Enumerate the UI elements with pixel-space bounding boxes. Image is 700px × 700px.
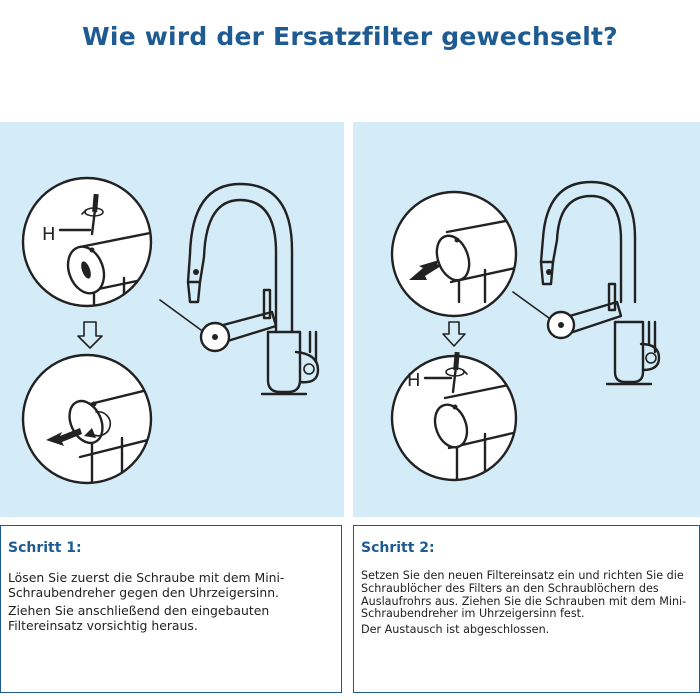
zoom-circle-tighten-screw [392, 352, 543, 482]
step1-line-1: Lösen Sie zuerst die Schraube mit dem Mini-Schraubendreher gegen den Uhrzeigersinn. [8, 570, 285, 600]
step2-illustration-panel [353, 122, 700, 517]
down-arrow-icon [78, 322, 102, 348]
down-arrow-icon [443, 322, 465, 346]
page-title: Wie wird der Ersatzfilter gewechselt? [82, 22, 618, 51]
screw-marker-label-2: H [407, 370, 421, 391]
step1-box [0, 525, 342, 693]
step2-heading: Schritt 2: [361, 540, 435, 556]
step2-line-1: Setzen Sie den neuen Filtereinsatz ein und richten Sie die Schraublöcher des Filters an den Schraublöchern des Auslaufrohrs aus. Ziehen Sie die Schrauben mit dem Mini-Schraubendreher im Uhrzeigersinn fest. [361, 569, 687, 621]
step1-illustration-panel [0, 122, 344, 517]
faucet-drawing [513, 182, 659, 384]
step2-line-2: Der Austausch ist abgeschlossen. [361, 623, 550, 637]
zoom-circle-pull-filter [23, 355, 180, 483]
step2-box [353, 525, 700, 693]
faucet-drawing [160, 184, 318, 394]
step1-line-2: Ziehen Sie anschließend den eingebauten Filtereinsatz vorsichtig heraus. [8, 603, 270, 633]
step1-heading: Schritt 1: [8, 540, 82, 556]
screw-marker-label: H [42, 224, 56, 245]
step1-illustration [0, 122, 344, 517]
step2-illustration [353, 122, 700, 517]
zoom-circle-remove-screw [23, 178, 180, 312]
step2-text [361, 570, 693, 640]
step1-text [8, 570, 335, 636]
